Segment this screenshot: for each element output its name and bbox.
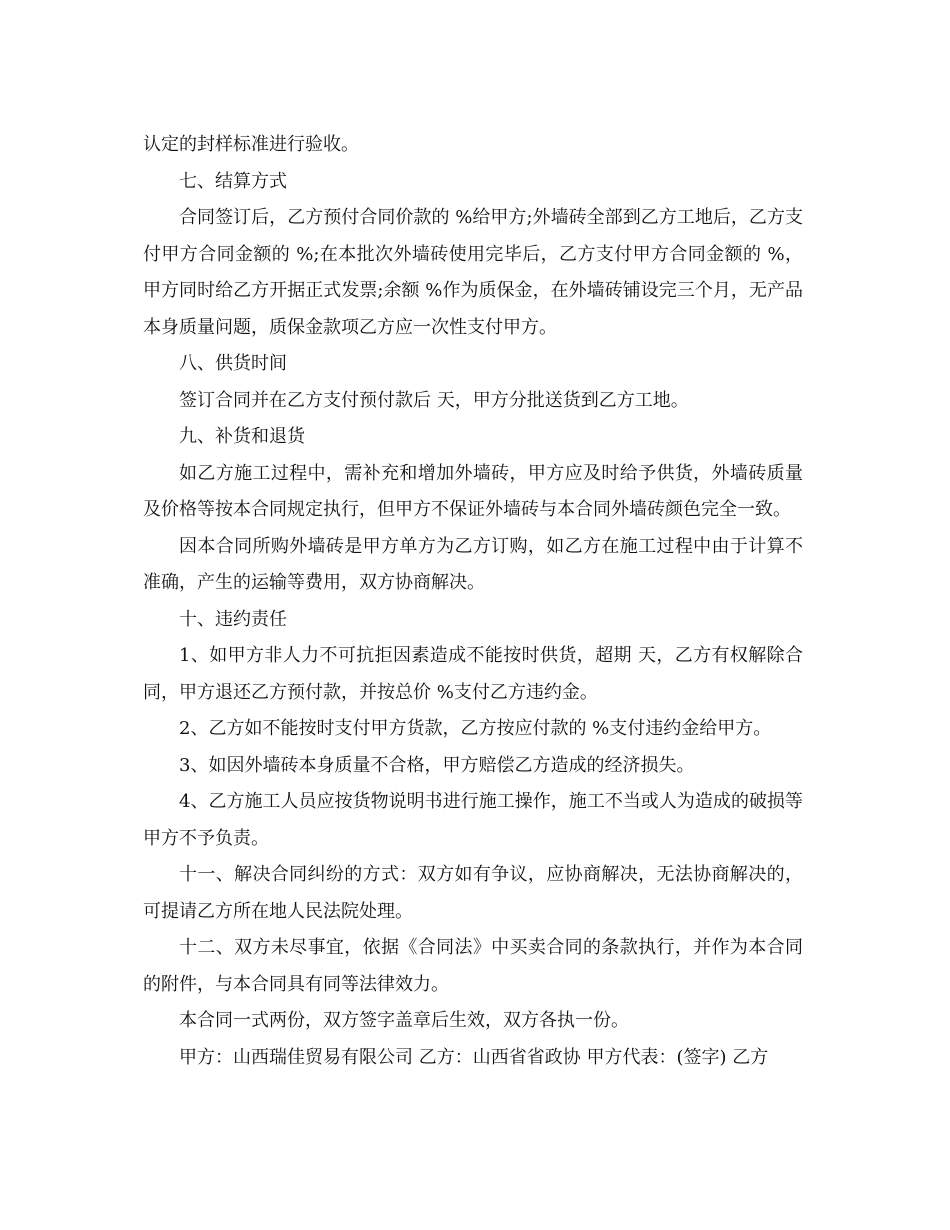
document-body [143, 127, 803, 1076]
signature-line: 甲方：山西瑞佳贸易有限公司 乙方：山西省省政协 甲方代表：(签字) 乙方 [179, 1046, 769, 1068]
section-heading-liability: 十、违约责任 [179, 608, 287, 630]
paragraph: 认定的封样标准进行验收。 [143, 134, 359, 155]
clause-item: 1、如甲方非人力不可抗拒因素造成不能按时供货，超期 天，乙方有权解除合同，甲方退还乙方预付款，并按总价 %支付乙方违约金。 [143, 645, 803, 703]
section-heading-delivery-time: 八、供货时间 [179, 353, 287, 374]
clause-item: 4、乙方施工人员应按货物说明书进行施工操作，施工不当或人为造成的破损等甲方不予负责。 [143, 791, 803, 849]
paragraph: 如乙方施工过程中，需补充和增加外墙砖，甲方应及时给予供货，外墙砖质量及价格等按本合同规定执行，但甲方不保证外墙砖与本合同外墙砖颜色完全一致。 [143, 462, 803, 520]
paragraph: 合同签订后，乙方预付合同价款的 %给甲方;外墙砖全部到乙方工地后，乙方支付甲方合同金额的 %;在本批次外墙砖使用完毕后，乙方支付甲方合同金额的 %，甲方同时给乙方开据正式发票;余额 %作为质保金，在外墙砖铺设完三个月，无产品本身质量问题，质保金款项乙方应一次性支付甲方。 [143, 207, 803, 338]
paragraph-copies: 本合同一式两份，双方签字盖章后生效，双方各执一份。 [179, 1010, 629, 1031]
paragraph: 因本合同所购外墙砖是甲方单方为乙方订购，如乙方在施工过程中由于计算不准确，产生的运输等费用，双方协商解决。 [143, 535, 803, 593]
clause-item: 2、乙方如不能按时支付甲方货款，乙方按应付款的 %支付违约金给甲方。 [179, 718, 772, 739]
paragraph: 签订合同并在乙方支付预付款后 天，甲方分批送货到乙方工地。 [179, 389, 689, 411]
section-heading-replenishment-return: 九、补货和退货 [179, 426, 305, 447]
paragraph-other-matters: 十二、双方未尽事宜，依据《合同法》中买卖合同的条款执行，并作为本合同的附件，与本合同具有同等法律效力。 [143, 937, 803, 995]
section-heading-settlement: 七、结算方式 [179, 170, 287, 192]
clause-item: 3、如因外墙砖本身质量不合格，甲方赔偿乙方造成的经济损失。 [179, 754, 695, 776]
paragraph-dispute-resolution: 十一、解决合同纠纷的方式：双方如有争议，应协商解决，无法协商解决的，可提请乙方所在地人民法院处理。 [143, 864, 803, 922]
